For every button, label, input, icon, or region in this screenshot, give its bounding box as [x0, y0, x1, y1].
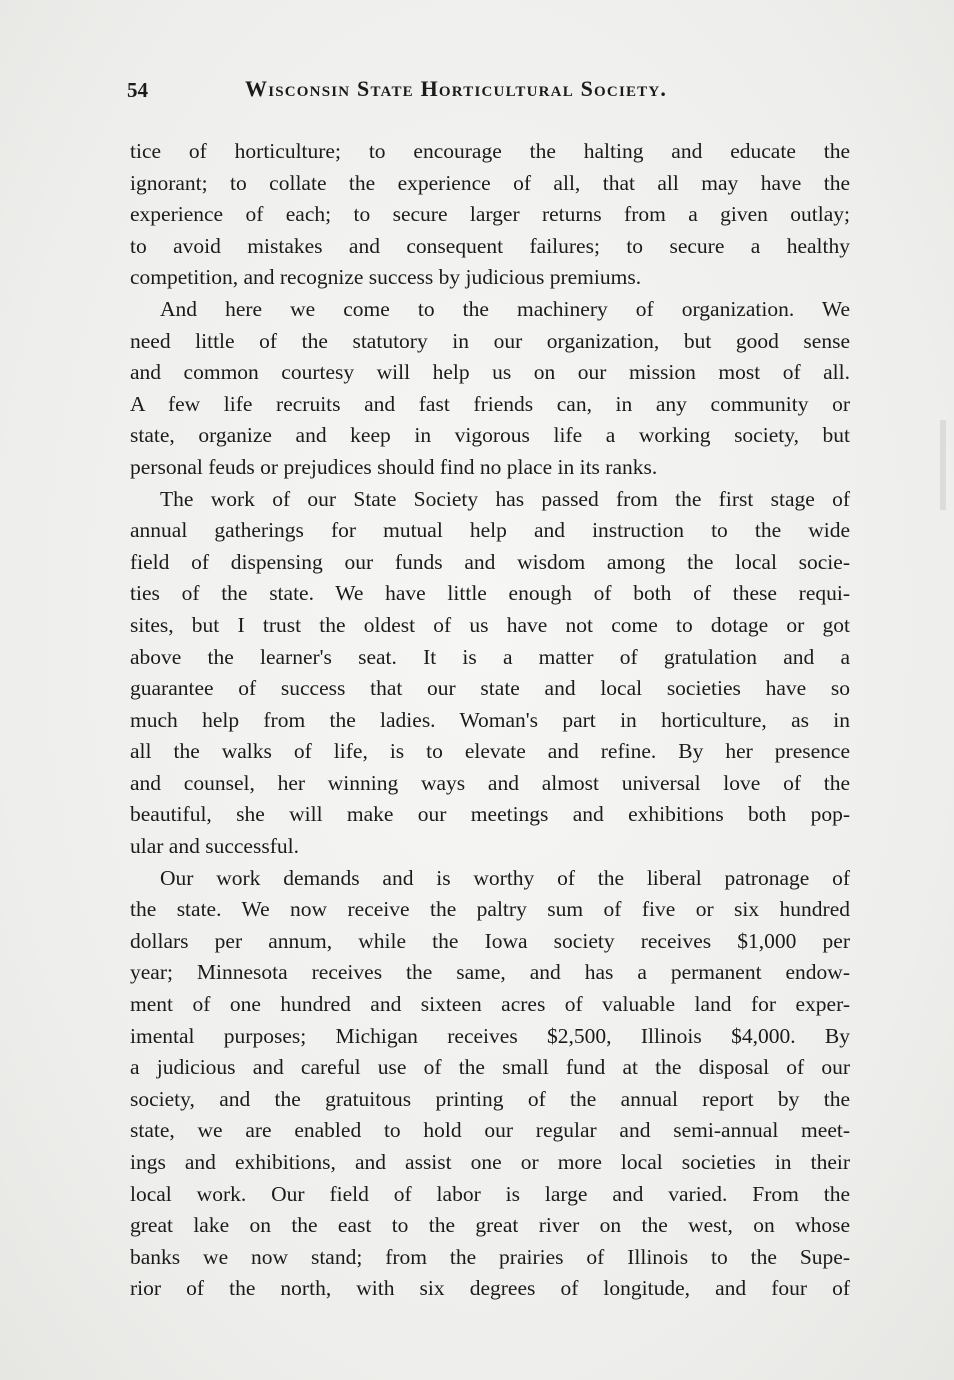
- text-line: beautiful, she will make our meetings and exhibitions both pop-: [130, 802, 850, 827]
- text-line: great lake on the east to the great river on the west, on whose: [130, 1213, 850, 1238]
- text-line: dollars per annum, while the Iowa society receives $1,000 per: [130, 928, 850, 953]
- text-line: ment of one hundred and sixteen acres of valuable land for exper-: [130, 992, 850, 1017]
- text-line: guarantee of success that our state and local societies have so: [130, 676, 850, 701]
- text-line: A few life recruits and fast friends can, in any community or: [130, 391, 850, 416]
- text-line: And here we come to the machinery of organization. We: [160, 296, 850, 321]
- text-line: above the learner's seat. It is a matter of gratulation and a: [130, 644, 850, 669]
- text-line: ings and exhibitions, and assist one or more local societies in their: [130, 1150, 850, 1174]
- text-line: much help from the ladies. Woman's part in horticulture, as in: [130, 707, 850, 732]
- text-line: year; Minnesota receives the same, and has a permanent endow-: [130, 960, 850, 985]
- page-edge-shadow: [940, 420, 946, 510]
- text-line: personal feuds or prejudices should find no place in its ranks.: [130, 454, 658, 479]
- text-line: ties of the state. We have little enough of both of these requi-: [130, 581, 850, 606]
- page-number: 54: [127, 78, 148, 102]
- paragraph-4: [130, 863, 850, 1305]
- text-line: a judicious and careful use of the small fund at the disposal of our: [130, 1055, 850, 1080]
- text-line: state, organize and keep in vigorous life a working society, but: [130, 423, 850, 448]
- paragraph-3: [130, 484, 850, 863]
- text-line: the state. We now receive the paltry sum of five or six hundred: [130, 897, 850, 922]
- text-line: need little of the statutory in our organization, but good sense: [130, 328, 850, 353]
- text-line: tice of horticulture; to encourage the halting and educate the: [130, 139, 850, 163]
- text-line: society, and the gratuitous printing of the annual report by the: [130, 1086, 850, 1111]
- text-line: ular and successful.: [130, 834, 299, 859]
- running-head: [127, 76, 767, 106]
- text-line: and counsel, her winning ways and almost universal love of the: [130, 770, 850, 795]
- text-line: all the walks of life, is to elevate and refine. By her presence: [130, 739, 850, 764]
- text-line: competition, and recognize success by judicious premiums.: [130, 265, 642, 290]
- paragraph-1: [130, 136, 850, 294]
- text-line: state, we are enabled to hold our regular and semi-annual meet-: [130, 1118, 850, 1143]
- text-line: sites, but I trust the oldest of us have not come to dotage or got: [130, 612, 850, 637]
- text-line: imental purposes; Michigan receives $2,500, Illinois $4,000. By: [130, 1023, 850, 1048]
- text-line: rior of the north, with six degrees of longitude, and four of: [130, 1276, 850, 1301]
- text-line: banks we now stand; from the prairies of Illinois to the Supe-: [130, 1244, 850, 1269]
- running-title: Wisconsin State Horticultural Society.: [245, 76, 668, 101]
- text-line: experience of each; to secure larger returns from a given outlay;: [130, 202, 850, 227]
- text-line: annual gatherings for mutual help and instruction to the wide: [130, 518, 850, 543]
- paragraph-2: [130, 294, 850, 484]
- text-line: local work. Our field of labor is large and varied. From the: [130, 1181, 850, 1206]
- text-line: field of dispensing our funds and wisdom among the local socie-: [130, 549, 850, 574]
- text-line: The work of our State Society has passed from the first stage of: [160, 486, 850, 511]
- text-line: ignorant; to collate the experience of all, that all may have the: [130, 170, 850, 195]
- text-line: and common courtesy will help us on our mission most of all.: [130, 360, 850, 385]
- body-text: [130, 136, 850, 1305]
- text-line: Our work demands and is worthy of the liberal patronage of: [160, 865, 850, 890]
- text-line: to avoid mistakes and consequent failures; to secure a healthy: [130, 233, 850, 258]
